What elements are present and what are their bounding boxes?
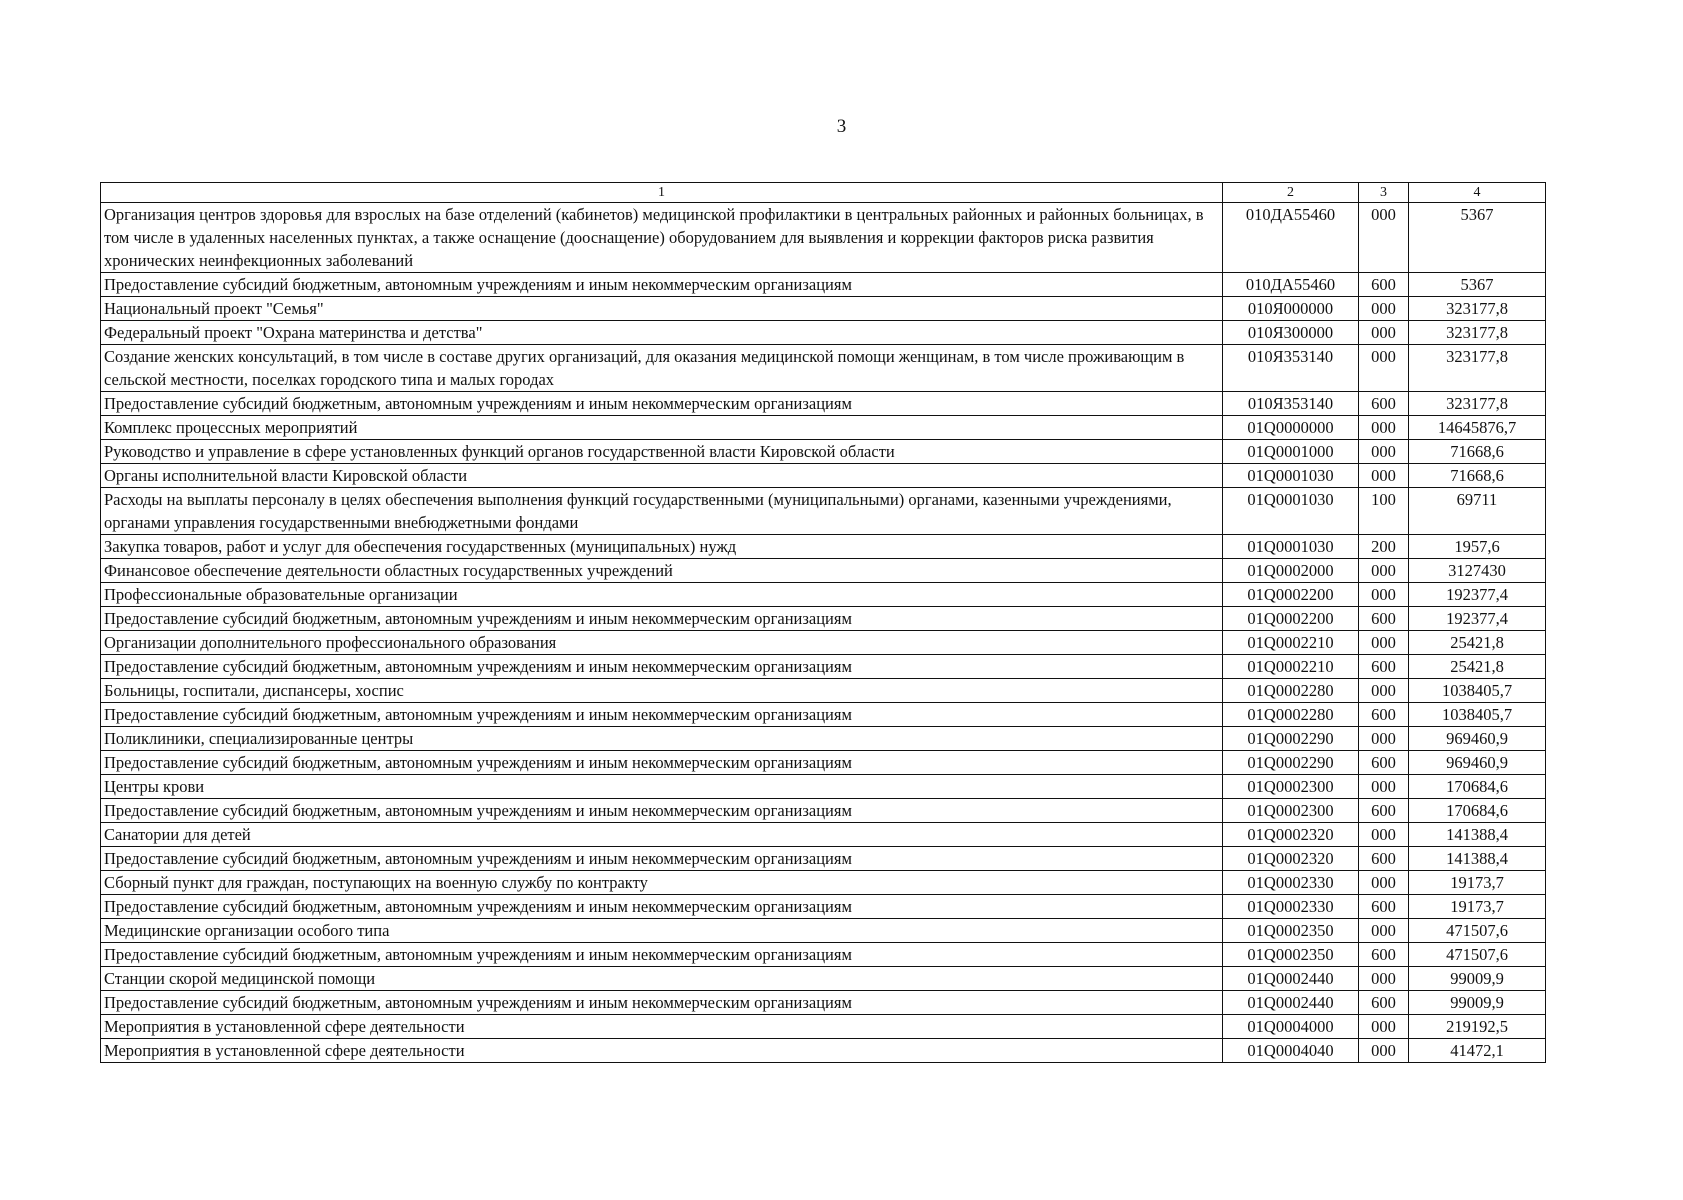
row-type-cell: 000 bbox=[1359, 345, 1409, 392]
row-name-cell: Организация центров здоровья для взрослых на базе отделений (кабинетов) медицинской профилактики в центральных районных и районных больницах, в том числе в удаленных населенных пунктах, а также оснащение (дооснащение) оборудованием для выявления и коррекции факторов риска развития хронических неинфекционных заболеваний bbox=[101, 203, 1223, 273]
row-code-cell: 010Я353140 bbox=[1223, 345, 1359, 392]
row-code-cell: 01Q0002350 bbox=[1223, 919, 1359, 943]
table-row bbox=[101, 392, 1546, 416]
row-type-cell: 600 bbox=[1359, 799, 1409, 823]
row-type-cell: 000 bbox=[1359, 631, 1409, 655]
row-name-cell: Органы исполнительной власти Кировской области bbox=[101, 464, 1223, 488]
row-name-cell: Больницы, госпитали, диспансеры, хоспис bbox=[101, 679, 1223, 703]
budget-table bbox=[100, 182, 1546, 1063]
row-type-cell: 000 bbox=[1359, 679, 1409, 703]
row-code-cell: 01Q0002290 bbox=[1223, 727, 1359, 751]
row-amount-cell: 19173,7 bbox=[1409, 895, 1546, 919]
table-row bbox=[101, 823, 1546, 847]
row-name-cell: Предоставление субсидий бюджетным, автономным учреждениям и иным некоммерческим организациям bbox=[101, 799, 1223, 823]
row-name-cell: Создание женских консультаций, в том числе в составе других организаций, для оказания медицинской помощи женщинам, в том числе проживающим в сельской местности, поселках городского типа и малых городах bbox=[101, 345, 1223, 392]
row-name-cell: Комплекс процессных мероприятий bbox=[101, 416, 1223, 440]
row-name-cell: Предоставление субсидий бюджетным, автономным учреждениям и иным некоммерческим организациям bbox=[101, 895, 1223, 919]
table-body bbox=[101, 203, 1546, 1063]
row-name-cell: Руководство и управление в сфере установленных функций органов государственной власти Кировской области bbox=[101, 440, 1223, 464]
row-name-cell: Предоставление субсидий бюджетным, автономным учреждениям и иным некоммерческим организациям bbox=[101, 607, 1223, 631]
row-type-cell: 100 bbox=[1359, 488, 1409, 535]
row-type-cell: 600 bbox=[1359, 607, 1409, 631]
row-name-cell: Центры крови bbox=[101, 775, 1223, 799]
row-code-cell: 01Q0001030 bbox=[1223, 488, 1359, 535]
row-amount-cell: 1957,6 bbox=[1409, 535, 1546, 559]
row-amount-cell: 141388,4 bbox=[1409, 847, 1546, 871]
row-code-cell: 01Q0002440 bbox=[1223, 991, 1359, 1015]
row-amount-cell: 471507,6 bbox=[1409, 943, 1546, 967]
row-amount-cell: 192377,4 bbox=[1409, 607, 1546, 631]
row-code-cell: 01Q0002300 bbox=[1223, 799, 1359, 823]
row-code-cell: 010Я353140 bbox=[1223, 392, 1359, 416]
row-name-cell: Сборный пункт для граждан, поступающих на военную службу по контракту bbox=[101, 871, 1223, 895]
row-name-cell: Медицинские организации особого типа bbox=[101, 919, 1223, 943]
row-type-cell: 000 bbox=[1359, 559, 1409, 583]
table-row bbox=[101, 297, 1546, 321]
row-amount-cell: 1038405,7 bbox=[1409, 679, 1546, 703]
row-type-cell: 600 bbox=[1359, 895, 1409, 919]
row-amount-cell: 99009,9 bbox=[1409, 991, 1546, 1015]
row-amount-cell: 323177,8 bbox=[1409, 321, 1546, 345]
row-code-cell: 010ДА55460 bbox=[1223, 203, 1359, 273]
row-amount-cell: 969460,9 bbox=[1409, 727, 1546, 751]
row-amount-cell: 3127430 bbox=[1409, 559, 1546, 583]
table-row bbox=[101, 727, 1546, 751]
header-col-4: 4 bbox=[1409, 183, 1546, 203]
row-type-cell: 600 bbox=[1359, 751, 1409, 775]
row-code-cell: 01Q0002440 bbox=[1223, 967, 1359, 991]
table-row bbox=[101, 321, 1546, 345]
row-amount-cell: 5367 bbox=[1409, 273, 1546, 297]
row-name-cell: Предоставление субсидий бюджетным, автономным учреждениям и иным некоммерческим организациям bbox=[101, 847, 1223, 871]
row-amount-cell: 1038405,7 bbox=[1409, 703, 1546, 727]
page-number: 3 bbox=[836, 116, 847, 137]
row-code-cell: 01Q0002300 bbox=[1223, 775, 1359, 799]
table-row bbox=[101, 440, 1546, 464]
table-row bbox=[101, 535, 1546, 559]
row-code-cell: 01Q0002330 bbox=[1223, 871, 1359, 895]
row-type-cell: 600 bbox=[1359, 392, 1409, 416]
row-type-cell: 000 bbox=[1359, 1015, 1409, 1039]
row-name-cell: Предоставление субсидий бюджетным, автономным учреждениям и иным некоммерческим организациям bbox=[101, 943, 1223, 967]
row-amount-cell: 170684,6 bbox=[1409, 799, 1546, 823]
row-type-cell: 600 bbox=[1359, 847, 1409, 871]
row-type-cell: 000 bbox=[1359, 321, 1409, 345]
row-code-cell: 01Q0002350 bbox=[1223, 943, 1359, 967]
row-code-cell: 01Q0002210 bbox=[1223, 631, 1359, 655]
row-amount-cell: 41472,1 bbox=[1409, 1039, 1546, 1063]
table-row bbox=[101, 631, 1546, 655]
row-amount-cell: 323177,8 bbox=[1409, 345, 1546, 392]
row-type-cell: 000 bbox=[1359, 967, 1409, 991]
row-code-cell: 01Q0002210 bbox=[1223, 655, 1359, 679]
row-code-cell: 01Q0002200 bbox=[1223, 607, 1359, 631]
row-type-cell: 600 bbox=[1359, 943, 1409, 967]
row-amount-cell: 471507,6 bbox=[1409, 919, 1546, 943]
table-row bbox=[101, 345, 1546, 392]
row-type-cell: 000 bbox=[1359, 416, 1409, 440]
row-name-cell: Предоставление субсидий бюджетным, автономным учреждениям и иным некоммерческим организациям bbox=[101, 392, 1223, 416]
row-code-cell: 010Я300000 bbox=[1223, 321, 1359, 345]
table-row bbox=[101, 847, 1546, 871]
row-name-cell: Предоставление субсидий бюджетным, автономным учреждениям и иным некоммерческим организациям bbox=[101, 991, 1223, 1015]
table-row bbox=[101, 703, 1546, 727]
row-amount-cell: 170684,6 bbox=[1409, 775, 1546, 799]
table-row bbox=[101, 488, 1546, 535]
row-amount-cell: 25421,8 bbox=[1409, 631, 1546, 655]
row-name-cell: Поликлиники, специализированные центры bbox=[101, 727, 1223, 751]
table-row bbox=[101, 751, 1546, 775]
row-code-cell: 010Я000000 bbox=[1223, 297, 1359, 321]
row-type-cell: 000 bbox=[1359, 919, 1409, 943]
row-code-cell: 01Q0002290 bbox=[1223, 751, 1359, 775]
header-col-1: 1 bbox=[101, 183, 1223, 203]
row-type-cell: 000 bbox=[1359, 203, 1409, 273]
row-amount-cell: 219192,5 bbox=[1409, 1015, 1546, 1039]
row-name-cell: Закупка товаров, работ и услуг для обеспечения государственных (муниципальных) нужд bbox=[101, 535, 1223, 559]
row-name-cell: Санатории для детей bbox=[101, 823, 1223, 847]
row-code-cell: 01Q0002280 bbox=[1223, 679, 1359, 703]
row-name-cell: Профессиональные образовательные организации bbox=[101, 583, 1223, 607]
row-name-cell: Организации дополнительного профессионального образования bbox=[101, 631, 1223, 655]
row-name-cell: Мероприятия в установленной сфере деятельности bbox=[101, 1015, 1223, 1039]
table-row bbox=[101, 895, 1546, 919]
row-name-cell: Предоставление субсидий бюджетным, автономным учреждениям и иным некоммерческим организациям bbox=[101, 703, 1223, 727]
header-col-2: 2 bbox=[1223, 183, 1359, 203]
row-type-cell: 000 bbox=[1359, 1039, 1409, 1063]
row-amount-cell: 192377,4 bbox=[1409, 583, 1546, 607]
row-type-cell: 600 bbox=[1359, 273, 1409, 297]
table-row bbox=[101, 583, 1546, 607]
row-amount-cell: 5367 bbox=[1409, 203, 1546, 273]
row-code-cell: 01Q0001000 bbox=[1223, 440, 1359, 464]
row-code-cell: 01Q0004000 bbox=[1223, 1015, 1359, 1039]
table-row bbox=[101, 679, 1546, 703]
row-code-cell: 01Q0001030 bbox=[1223, 535, 1359, 559]
table-row bbox=[101, 943, 1546, 967]
row-code-cell: 01Q0002330 bbox=[1223, 895, 1359, 919]
row-name-cell: Национальный проект "Семья" bbox=[101, 297, 1223, 321]
table-row bbox=[101, 464, 1546, 488]
row-code-cell: 01Q0004040 bbox=[1223, 1039, 1359, 1063]
row-amount-cell: 25421,8 bbox=[1409, 655, 1546, 679]
row-amount-cell: 323177,8 bbox=[1409, 297, 1546, 321]
row-name-cell: Расходы на выплаты персоналу в целях обеспечения выполнения функций государственными (муниципальными) органами, казенными учреждениями, органами управления государственными внебюджетными фондами bbox=[101, 488, 1223, 535]
row-code-cell: 01Q0002320 bbox=[1223, 847, 1359, 871]
row-type-cell: 000 bbox=[1359, 823, 1409, 847]
row-amount-cell: 69711 bbox=[1409, 488, 1546, 535]
table-row bbox=[101, 655, 1546, 679]
table-row bbox=[101, 799, 1546, 823]
row-name-cell: Федеральный проект "Охрана материнства и детства" bbox=[101, 321, 1223, 345]
row-type-cell: 000 bbox=[1359, 297, 1409, 321]
row-type-cell: 600 bbox=[1359, 703, 1409, 727]
table-row bbox=[101, 559, 1546, 583]
table-header-row bbox=[101, 183, 1546, 203]
row-code-cell: 01Q0002000 bbox=[1223, 559, 1359, 583]
table-row bbox=[101, 416, 1546, 440]
row-type-cell: 000 bbox=[1359, 440, 1409, 464]
table-row bbox=[101, 607, 1546, 631]
row-type-cell: 000 bbox=[1359, 464, 1409, 488]
table-row bbox=[101, 871, 1546, 895]
row-code-cell: 010ДА55460 bbox=[1223, 273, 1359, 297]
row-name-cell: Станции скорой медицинской помощи bbox=[101, 967, 1223, 991]
table-row bbox=[101, 203, 1546, 273]
row-type-cell: 000 bbox=[1359, 727, 1409, 751]
row-amount-cell: 71668,6 bbox=[1409, 440, 1546, 464]
table-row bbox=[101, 775, 1546, 799]
table-row bbox=[101, 1039, 1546, 1063]
row-type-cell: 600 bbox=[1359, 655, 1409, 679]
row-amount-cell: 14645876,7 bbox=[1409, 416, 1546, 440]
row-name-cell: Предоставление субсидий бюджетным, автономным учреждениям и иным некоммерческим организациям bbox=[101, 751, 1223, 775]
row-type-cell: 000 bbox=[1359, 583, 1409, 607]
row-amount-cell: 19173,7 bbox=[1409, 871, 1546, 895]
table-row bbox=[101, 967, 1546, 991]
table-row bbox=[101, 991, 1546, 1015]
row-code-cell: 01Q0002320 bbox=[1223, 823, 1359, 847]
table-row bbox=[101, 1015, 1546, 1039]
row-type-cell: 200 bbox=[1359, 535, 1409, 559]
row-code-cell: 01Q0000000 bbox=[1223, 416, 1359, 440]
row-code-cell: 01Q0002200 bbox=[1223, 583, 1359, 607]
row-amount-cell: 969460,9 bbox=[1409, 751, 1546, 775]
row-code-cell: 01Q0002280 bbox=[1223, 703, 1359, 727]
table-row bbox=[101, 273, 1546, 297]
row-name-cell: Мероприятия в установленной сфере деятельности bbox=[101, 1039, 1223, 1063]
row-type-cell: 000 bbox=[1359, 775, 1409, 799]
header-col-3: 3 bbox=[1359, 183, 1409, 203]
row-type-cell: 600 bbox=[1359, 991, 1409, 1015]
row-code-cell: 01Q0001030 bbox=[1223, 464, 1359, 488]
row-amount-cell: 99009,9 bbox=[1409, 967, 1546, 991]
row-name-cell: Предоставление субсидий бюджетным, автономным учреждениям и иным некоммерческим организациям bbox=[101, 655, 1223, 679]
row-name-cell: Предоставление субсидий бюджетным, автономным учреждениям и иным некоммерческим организациям bbox=[101, 273, 1223, 297]
row-name-cell: Финансовое обеспечение деятельности областных государственных учреждений bbox=[101, 559, 1223, 583]
row-amount-cell: 71668,6 bbox=[1409, 464, 1546, 488]
row-amount-cell: 141388,4 bbox=[1409, 823, 1546, 847]
table-row bbox=[101, 919, 1546, 943]
row-amount-cell: 323177,8 bbox=[1409, 392, 1546, 416]
row-type-cell: 000 bbox=[1359, 871, 1409, 895]
